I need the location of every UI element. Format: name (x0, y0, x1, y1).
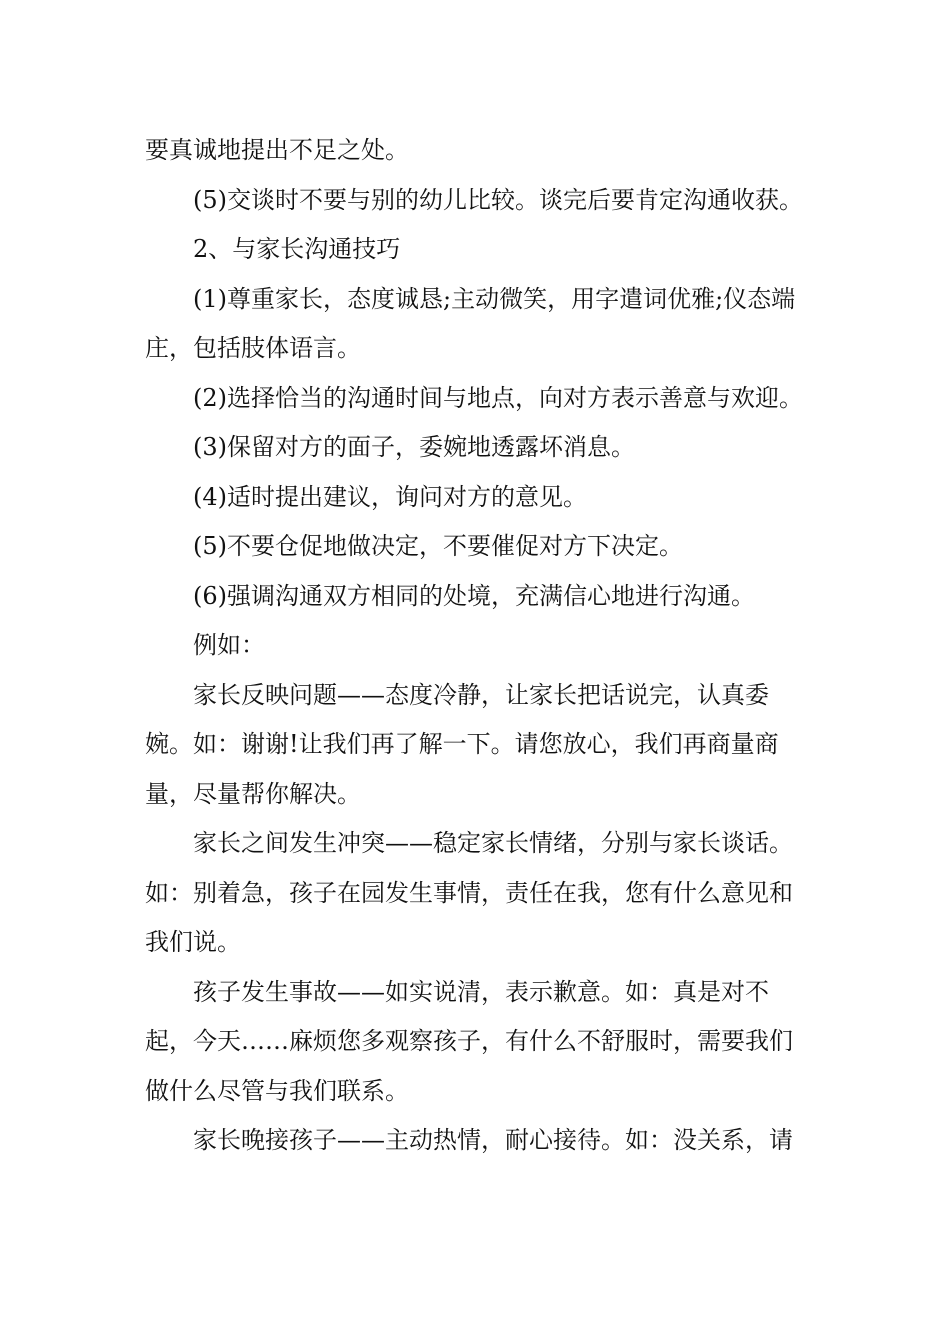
paragraph: (5)交谈时不要与别的幼儿比较。谈完后要肯定沟通收获。 (193, 185, 803, 214)
paragraph: 例如： (193, 631, 265, 659)
paragraph: (6)强调沟通双方相同的处境，充满信心地进行沟通。 (193, 581, 755, 610)
paragraph: 要真诚地提出不足之处。 (145, 136, 409, 164)
paragraph: 家长反映问题——态度冷静，让家长把话说完，认真委婉。如：谢谢!让我们再了解一下。请您放心，我们再商量商量，尽量帮你解决。 (145, 680, 779, 808)
paragraph: 孩子发生事故——如实说清，表示歉意。如：真是对不起，今天……麻烦您多观察孩子，有什么不舒服时，需要我们做什么尽管与我们联系。 (145, 977, 793, 1105)
section-heading: 2、与家长沟通技巧 (193, 235, 401, 263)
paragraph: (3)保留对方的面子，委婉地透露坏消息。 (193, 433, 635, 461)
paragraph: (4)适时提出建议，询问对方的意见。 (193, 482, 587, 511)
paragraph: 家长之间发生冲突——稳定家长情绪，分别与家长谈话。如：别着急，孩子在园发生事情，责任在我，您有什么意见和我们说。 (145, 829, 793, 956)
paragraph: (1)尊重家长，态度诚恳;主动微笑，用字遣词优雅;仪态端庄，包括肢体语言。 (145, 284, 796, 362)
paragraph: (5)不要仓促地做决定，不要催促对方下决定。 (193, 532, 683, 560)
document-body (145, 126, 815, 1166)
paragraph: (2)选择恰当的沟通时间与地点，向对方表示善意与欢迎。 (193, 383, 803, 412)
paragraph: 家长晚接孩子——主动热情，耐心接待。如：没关系，请 (193, 1126, 793, 1154)
